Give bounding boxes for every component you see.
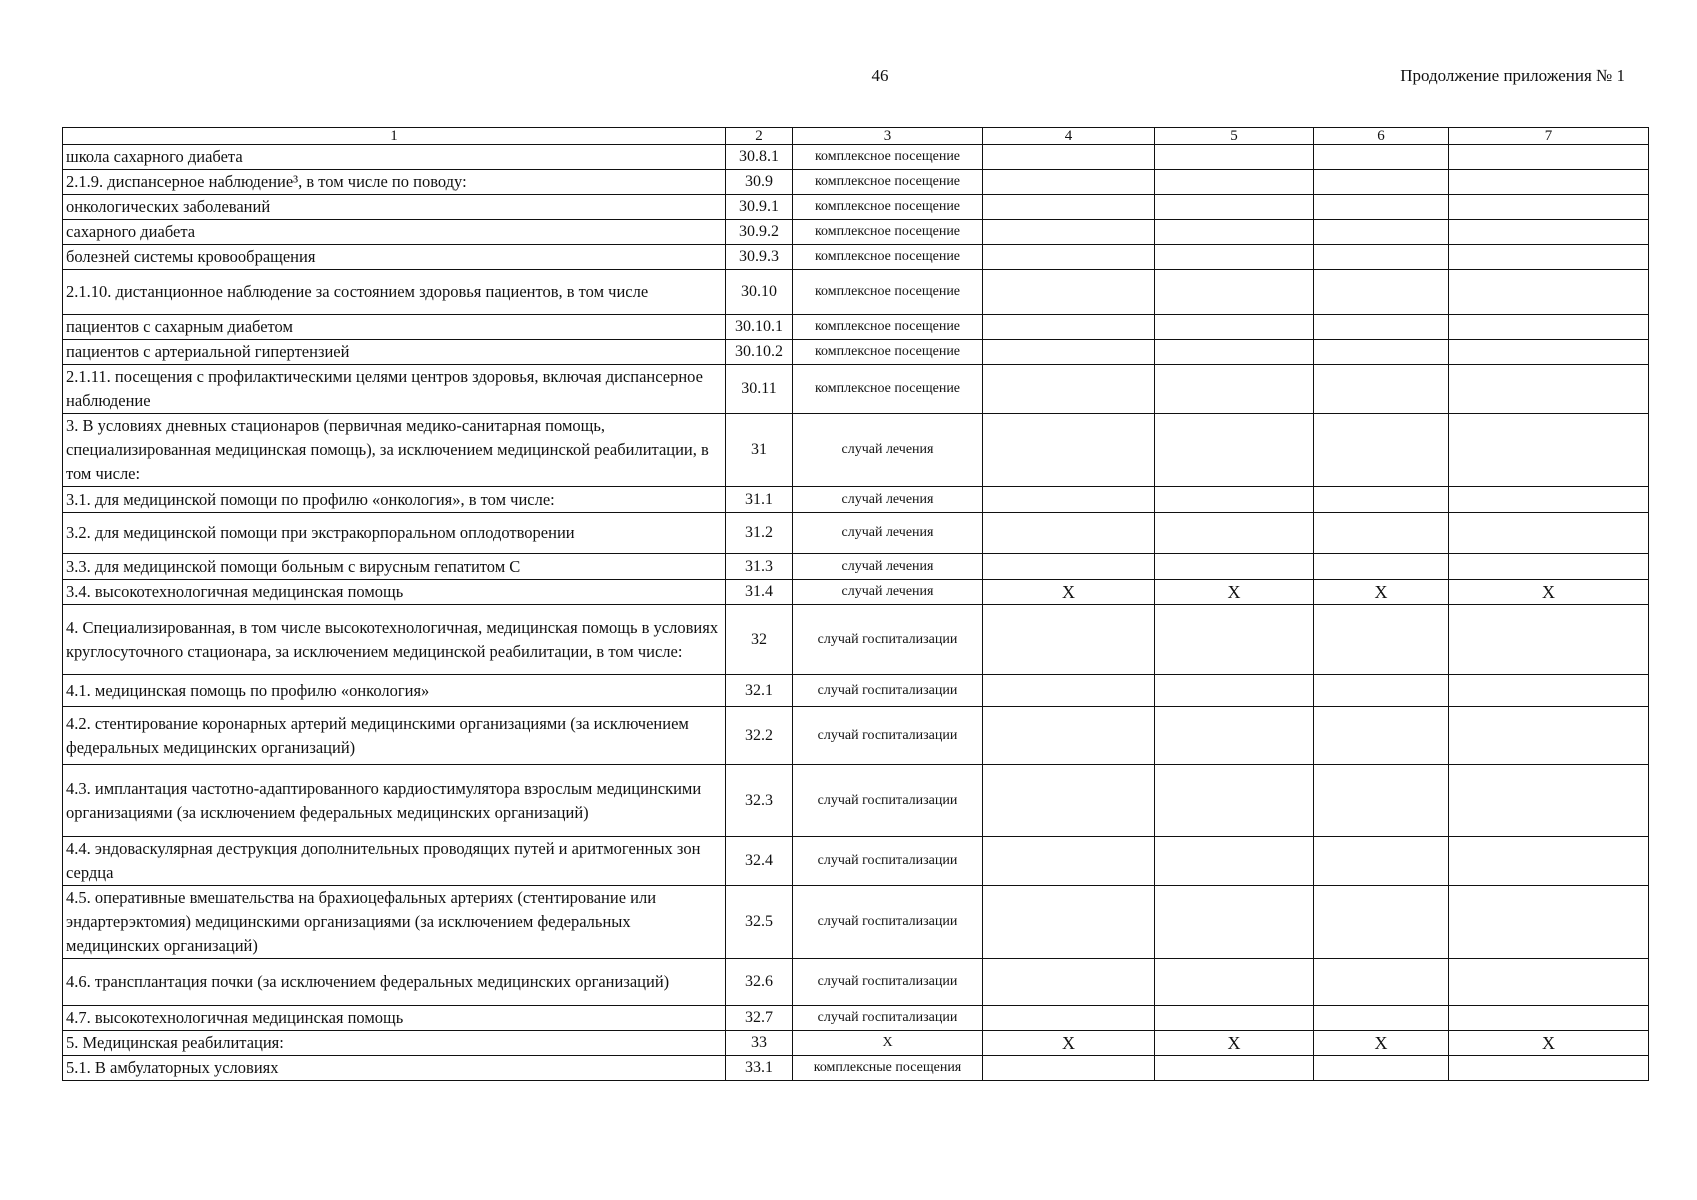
row-col7-cell <box>1449 220 1649 245</box>
row-unit-cell: случай госпитализации <box>793 765 983 837</box>
row-col7-cell: X <box>1449 580 1649 605</box>
row-name-cell: 3.3. для медицинской помощи больным с вирусным гепатитом С <box>63 554 726 580</box>
row-code-cell: 32.7 <box>726 1006 793 1031</box>
row-col5-cell <box>1155 605 1314 675</box>
row-col5-cell <box>1155 487 1314 513</box>
row-col5-cell <box>1155 245 1314 270</box>
row-unit-cell: комплексное посещение <box>793 340 983 365</box>
row-col5-cell <box>1155 365 1314 414</box>
row-col7-cell <box>1449 959 1649 1006</box>
row-col5-cell <box>1155 315 1314 340</box>
table-row <box>63 245 1649 270</box>
row-unit-cell: случай лечения <box>793 414 983 487</box>
row-unit-cell: комплексное посещение <box>793 195 983 220</box>
row-code-cell: 30.11 <box>726 365 793 414</box>
row-col4-cell <box>983 315 1155 340</box>
row-col6-cell <box>1314 487 1449 513</box>
column-header-5: 5 <box>1155 128 1314 145</box>
column-header-4: 4 <box>983 128 1155 145</box>
row-code-cell: 31.3 <box>726 554 793 580</box>
row-col4-cell <box>983 170 1155 195</box>
row-col4-cell <box>983 414 1155 487</box>
table-row <box>63 195 1649 220</box>
row-col4-cell <box>983 245 1155 270</box>
row-col5-cell <box>1155 765 1314 837</box>
row-col5-cell <box>1155 959 1314 1006</box>
row-col6-cell <box>1314 220 1449 245</box>
row-unit-cell: случай лечения <box>793 554 983 580</box>
row-col4-cell <box>983 487 1155 513</box>
row-unit-cell: комплексное посещение <box>793 315 983 340</box>
row-col5-cell <box>1155 1006 1314 1031</box>
row-name-cell: 2.1.11. посещения с профилактическими целями центров здоровья, включая диспансерное наблюдение <box>63 365 726 414</box>
row-col4-cell <box>983 195 1155 220</box>
row-name-cell: 4.5. оперативные вмешательства на брахиоцефальных артериях (стентирование или эндартерэктомия) медицинскими организациями (за исключением федеральных медицинских организаций) <box>63 886 726 959</box>
row-name-cell: 2.1.10. дистанционное наблюдение за состоянием здоровья пациентов, в том числе <box>63 270 726 315</box>
row-col6-cell <box>1314 365 1449 414</box>
row-code-cell: 32.4 <box>726 837 793 886</box>
row-code-cell: 31 <box>726 414 793 487</box>
row-col6-cell <box>1314 513 1449 554</box>
row-unit-cell: комплексное посещение <box>793 220 983 245</box>
table-row <box>63 1031 1649 1056</box>
row-col6-cell <box>1314 414 1449 487</box>
row-unit-cell: случай госпитализации <box>793 707 983 765</box>
table-row <box>63 1006 1649 1031</box>
row-code-cell: 32.5 <box>726 886 793 959</box>
row-col7-cell <box>1449 837 1649 886</box>
row-unit-cell: случай госпитализации <box>793 886 983 959</box>
row-col4-cell <box>983 340 1155 365</box>
table-row <box>63 340 1649 365</box>
row-code-cell: 30.9.1 <box>726 195 793 220</box>
row-col5-cell <box>1155 1056 1314 1081</box>
column-header-3: 3 <box>793 128 983 145</box>
row-name-cell: 4.4. эндоваскулярная деструкция дополнительных проводящих путей и аритмогенных зон сердца <box>63 837 726 886</box>
table-row <box>63 270 1649 315</box>
row-col4-cell <box>983 959 1155 1006</box>
row-name-cell: 3.2. для медицинской помощи при экстракорпоральном оплодотворении <box>63 513 726 554</box>
row-code-cell: 32.6 <box>726 959 793 1006</box>
row-name-cell: 3.4. высокотехнологичная медицинская помощь <box>63 580 726 605</box>
row-col7-cell <box>1449 554 1649 580</box>
row-col5-cell: X <box>1155 1031 1314 1056</box>
row-col4-cell <box>983 675 1155 707</box>
row-col7-cell <box>1449 340 1649 365</box>
row-col6-cell <box>1314 1056 1449 1081</box>
row-col6-cell <box>1314 886 1449 959</box>
row-col6-cell <box>1314 170 1449 195</box>
row-col5-cell <box>1155 414 1314 487</box>
table-row <box>63 1056 1649 1081</box>
row-col7-cell <box>1449 675 1649 707</box>
row-col5-cell <box>1155 675 1314 707</box>
row-unit-cell: случай госпитализации <box>793 837 983 886</box>
row-col7-cell <box>1449 707 1649 765</box>
row-code-cell: 30.9.2 <box>726 220 793 245</box>
row-col4-cell: X <box>983 580 1155 605</box>
row-col5-cell <box>1155 886 1314 959</box>
row-unit-cell: комплексное посещение <box>793 245 983 270</box>
row-name-cell: онкологических заболеваний <box>63 195 726 220</box>
row-col6-cell <box>1314 270 1449 315</box>
row-col7-cell <box>1449 886 1649 959</box>
row-unit-cell: случай госпитализации <box>793 1006 983 1031</box>
row-name-cell: сахарного диабета <box>63 220 726 245</box>
row-code-cell: 31.4 <box>726 580 793 605</box>
row-unit-cell: комплексное посещение <box>793 365 983 414</box>
row-col5-cell <box>1155 554 1314 580</box>
row-col5-cell <box>1155 145 1314 170</box>
column-header-7: 7 <box>1449 128 1649 145</box>
row-col6-cell <box>1314 1006 1449 1031</box>
row-unit-cell: случай лечения <box>793 513 983 554</box>
row-name-cell: 5.1. В амбулаторных условиях <box>63 1056 726 1081</box>
table-row <box>63 605 1649 675</box>
row-name-cell: болезней системы кровообращения <box>63 245 726 270</box>
table-row <box>63 487 1649 513</box>
row-col4-cell <box>983 554 1155 580</box>
page-number: 46 <box>871 66 889 85</box>
row-name-cell: школа сахарного диабета <box>63 145 726 170</box>
row-col5-cell <box>1155 220 1314 245</box>
row-col7-cell <box>1449 1056 1649 1081</box>
row-col6-cell <box>1314 554 1449 580</box>
table-row <box>63 886 1649 959</box>
row-col6-cell <box>1314 959 1449 1006</box>
table-row <box>63 707 1649 765</box>
row-unit-cell: X <box>793 1031 983 1056</box>
table-row <box>63 220 1649 245</box>
row-name-cell: 4.6. трансплантация почки (за исключением федеральных медицинских организаций) <box>63 959 726 1006</box>
row-col6-cell <box>1314 195 1449 220</box>
row-col5-cell <box>1155 837 1314 886</box>
row-col7-cell <box>1449 513 1649 554</box>
row-code-cell: 31.1 <box>726 487 793 513</box>
row-col5-cell: X <box>1155 580 1314 605</box>
row-col7-cell: X <box>1449 1031 1649 1056</box>
row-col7-cell <box>1449 487 1649 513</box>
row-unit-cell: случай госпитализации <box>793 959 983 1006</box>
row-code-cell: 31.2 <box>726 513 793 554</box>
row-code-cell: 30.9 <box>726 170 793 195</box>
appendix-continuation-note: Продолжение приложения № 1 <box>1400 66 1625 85</box>
row-col7-cell <box>1449 270 1649 315</box>
row-col4-cell <box>983 1006 1155 1031</box>
row-name-cell: 3.1. для медицинской помощи по профилю «онкология», в том числе: <box>63 487 726 513</box>
table-row <box>63 765 1649 837</box>
row-name-cell: 4.1. медицинская помощь по профилю «онкология» <box>63 675 726 707</box>
table-row <box>63 414 1649 487</box>
row-col5-cell <box>1155 340 1314 365</box>
data-table <box>62 127 1649 1081</box>
table-row <box>63 837 1649 886</box>
row-col6-cell <box>1314 340 1449 365</box>
row-name-cell: 4.3. имплантация частотно-адаптированного кардиостимулятора взрослым медицинскими организациями (за исключением федеральных медицинских организаций) <box>63 765 726 837</box>
row-col5-cell <box>1155 707 1314 765</box>
row-col6-cell <box>1314 245 1449 270</box>
row-col6-cell <box>1314 765 1449 837</box>
row-name-cell: 4.7. высокотехнологичная медицинская помощь <box>63 1006 726 1031</box>
row-code-cell: 30.10.2 <box>726 340 793 365</box>
row-col7-cell <box>1449 365 1649 414</box>
table-row <box>63 675 1649 707</box>
row-col5-cell <box>1155 170 1314 195</box>
row-name-cell: 3. В условиях дневных стационаров (первичная медико-санитарная помощь, специализированная медицинская помощь), за исключением медицинской реабилитации, в том числе: <box>63 414 726 487</box>
table-row <box>63 170 1649 195</box>
row-col4-cell <box>983 765 1155 837</box>
row-col4-cell <box>983 707 1155 765</box>
row-col4-cell <box>983 145 1155 170</box>
row-col5-cell <box>1155 513 1314 554</box>
row-col4-cell <box>983 886 1155 959</box>
table-row <box>63 580 1649 605</box>
row-col6-cell <box>1314 837 1449 886</box>
row-code-cell: 30.10.1 <box>726 315 793 340</box>
row-name-cell: 4.2. стентирование коронарных артерий медицинскими организациями (за исключением федеральных медицинских организаций) <box>63 707 726 765</box>
row-unit-cell: случай госпитализации <box>793 675 983 707</box>
row-name-cell: пациентов с сахарным диабетом <box>63 315 726 340</box>
table-row <box>63 365 1649 414</box>
column-header-6: 6 <box>1314 128 1449 145</box>
row-col6-cell <box>1314 707 1449 765</box>
table-row <box>63 315 1649 340</box>
row-col7-cell <box>1449 245 1649 270</box>
row-col4-cell <box>983 365 1155 414</box>
row-col5-cell <box>1155 270 1314 315</box>
row-col6-cell <box>1314 145 1449 170</box>
row-code-cell: 32 <box>726 605 793 675</box>
row-col5-cell <box>1155 195 1314 220</box>
row-col4-cell <box>983 270 1155 315</box>
row-col6-cell <box>1314 675 1449 707</box>
row-col4-cell <box>983 513 1155 554</box>
row-col7-cell <box>1449 605 1649 675</box>
row-col4-cell <box>983 837 1155 886</box>
row-col6-cell <box>1314 315 1449 340</box>
table-row <box>63 513 1649 554</box>
table-header <box>63 128 1649 145</box>
row-col4-cell <box>983 220 1155 245</box>
row-col7-cell <box>1449 1006 1649 1031</box>
table-body <box>63 145 1649 1081</box>
row-unit-cell: комплексное посещение <box>793 170 983 195</box>
column-header-1: 1 <box>63 128 726 145</box>
row-name-cell: 4. Специализированная, в том числе высокотехнологичная, медицинская помощь в условиях круглосуточного стационара, за исключением медицинской реабилитации, в том числе: <box>63 605 726 675</box>
row-unit-cell: комплексное посещение <box>793 145 983 170</box>
row-col7-cell <box>1449 170 1649 195</box>
row-col4-cell <box>983 1056 1155 1081</box>
row-name-cell: пациентов с артериальной гипертензией <box>63 340 726 365</box>
column-number-row <box>63 128 1649 145</box>
row-col4-cell <box>983 605 1155 675</box>
row-code-cell: 32.2 <box>726 707 793 765</box>
row-name-cell: 5. Медицинская реабилитация: <box>63 1031 726 1056</box>
row-code-cell: 32.3 <box>726 765 793 837</box>
row-col7-cell <box>1449 315 1649 340</box>
row-code-cell: 32.1 <box>726 675 793 707</box>
row-name-cell: 2.1.9. диспансерное наблюдение³, в том числе по поводу: <box>63 170 726 195</box>
row-col7-cell <box>1449 414 1649 487</box>
row-code-cell: 33.1 <box>726 1056 793 1081</box>
row-code-cell: 30.10 <box>726 270 793 315</box>
row-col6-cell <box>1314 605 1449 675</box>
table-row <box>63 145 1649 170</box>
row-col6-cell: X <box>1314 580 1449 605</box>
row-unit-cell: случай госпитализации <box>793 605 983 675</box>
row-unit-cell: комплексные посещения <box>793 1056 983 1081</box>
row-code-cell: 30.8.1 <box>726 145 793 170</box>
row-unit-cell: случай лечения <box>793 580 983 605</box>
row-code-cell: 33 <box>726 1031 793 1056</box>
row-col6-cell: X <box>1314 1031 1449 1056</box>
row-col7-cell <box>1449 765 1649 837</box>
row-col4-cell: X <box>983 1031 1155 1056</box>
row-col7-cell <box>1449 145 1649 170</box>
row-unit-cell: комплексное посещение <box>793 270 983 315</box>
table-row <box>63 959 1649 1006</box>
column-header-2: 2 <box>726 128 793 145</box>
row-unit-cell: случай лечения <box>793 487 983 513</box>
row-col7-cell <box>1449 195 1649 220</box>
row-code-cell: 30.9.3 <box>726 245 793 270</box>
table-row <box>63 554 1649 580</box>
